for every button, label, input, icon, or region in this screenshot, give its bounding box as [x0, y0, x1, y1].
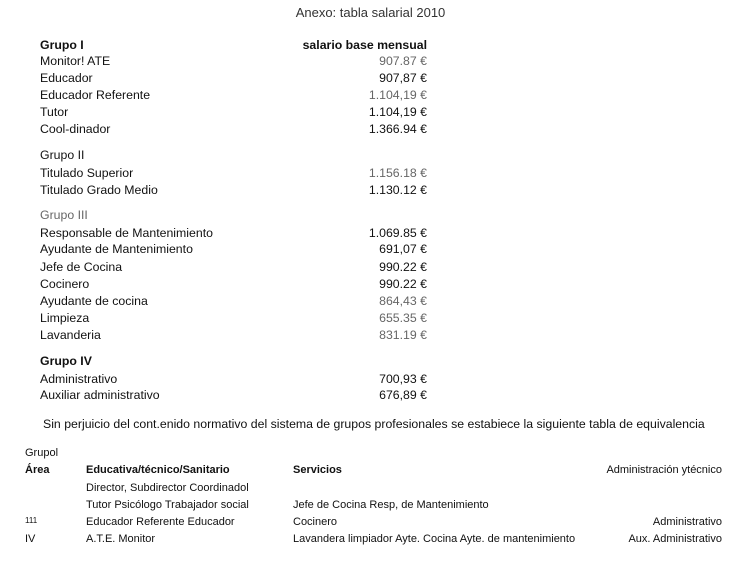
group-heading: Grupo I [40, 38, 84, 52]
column-heading: salario base mensual [302, 38, 427, 52]
salary-row [40, 53, 430, 69]
salary-row [40, 121, 430, 137]
salary-row [40, 371, 430, 387]
salary-value: 990.22 € [379, 277, 427, 291]
salary-row [40, 387, 430, 403]
job-title: Educador [40, 71, 93, 85]
job-title: Cool-dinador [40, 122, 111, 136]
job-title: Lavanderia [40, 328, 101, 342]
salary-row [40, 241, 430, 257]
salary-value: 864,43 € [379, 294, 427, 308]
job-title: Titulado Superior [40, 166, 134, 180]
equivalence-note: Sin perjuicio del cont.enido normativo del sistema de grupos profesionales se estabiece la siguiente tabla de equivalencia [43, 417, 705, 431]
salary-value: 1.130.12 € [368, 183, 427, 197]
group-label: Grupo II [40, 148, 85, 162]
job-title: Auxiliar administrativo [40, 388, 160, 402]
salary-row [40, 293, 430, 309]
job-title: Educador Referente [40, 88, 151, 102]
salary-value: 700,93 € [379, 372, 427, 386]
salary-row [40, 310, 430, 326]
salary-value: 831.19 € [379, 328, 427, 342]
header-area: Área [25, 464, 50, 476]
table-cell: Cocinero [293, 516, 338, 528]
header-servicios: Servicios [293, 464, 342, 476]
job-title: Administrativo [40, 372, 118, 386]
salary-row [40, 70, 430, 86]
salary-value: 655.35 € [379, 311, 427, 325]
group-label: Grupo III [40, 208, 88, 222]
salary-value: 907.87 € [379, 54, 427, 68]
job-title: Monitor! ATE [40, 54, 111, 68]
salary-value: 691,07 € [379, 242, 427, 256]
table-cell-group: IV [25, 533, 36, 545]
salary-value: 907,87 € [379, 71, 427, 85]
table-cell-group: 111 [25, 516, 38, 525]
job-title: Ayudante de cocina [40, 294, 148, 308]
salary-row [40, 182, 430, 198]
table-cell: A.T.E. Monitor [86, 533, 156, 545]
salary-value: 1.104,19 € [368, 105, 427, 119]
table-caption: Grupol [25, 447, 59, 459]
salary-table-header [40, 37, 430, 53]
job-title: Ayudante de Mantenimiento [40, 242, 193, 256]
header-admin: Administración ytécnico [606, 464, 722, 476]
salary-value: 1.069.85 € [368, 226, 427, 240]
salary-value: 1.156.18 € [368, 166, 427, 180]
header-educativa: Educativa/técnico/Sanitario [86, 464, 230, 476]
table-cell: Lavandera limpiador Ayte. Cocina Ayte. de mantenimiento [293, 533, 576, 545]
group-label: Grupo IV [40, 354, 92, 368]
job-title: Cocinero [40, 277, 90, 291]
salary-value: 1.366.94 € [368, 122, 427, 136]
salary-row [40, 327, 430, 343]
salary-row [40, 165, 430, 181]
salary-row [40, 225, 430, 241]
salary-value: 676,89 € [379, 388, 427, 402]
table-cell: Tutor Psicólogo Trabajador social [86, 499, 249, 511]
salary-row [40, 259, 430, 275]
table-cell: Educador Referente Educador [86, 516, 235, 528]
salary-value: 990.22 € [379, 260, 427, 274]
table-cell: Administrativo [652, 516, 722, 528]
salary-row [40, 104, 430, 120]
table-cell: Director, Subdirector Coordinadol [86, 482, 249, 494]
job-title: Jefe de Cocina [40, 260, 123, 274]
salary-value: 1.104,19 € [368, 88, 427, 102]
table-cell: Jefe de Cocina Resp, de Mantenimiento [293, 499, 489, 511]
job-title: Tutor [40, 105, 69, 119]
table-cell: Aux. Administrativo [628, 533, 722, 545]
salary-row [40, 276, 430, 292]
job-title: Responsable de Mantenimiento [40, 226, 213, 240]
page-title: Anexo: tabla salarial 2010 [295, 5, 446, 20]
job-title: Limpieza [40, 311, 90, 325]
job-title: Titulado Grado Medio [40, 183, 158, 197]
salary-row [40, 87, 430, 103]
